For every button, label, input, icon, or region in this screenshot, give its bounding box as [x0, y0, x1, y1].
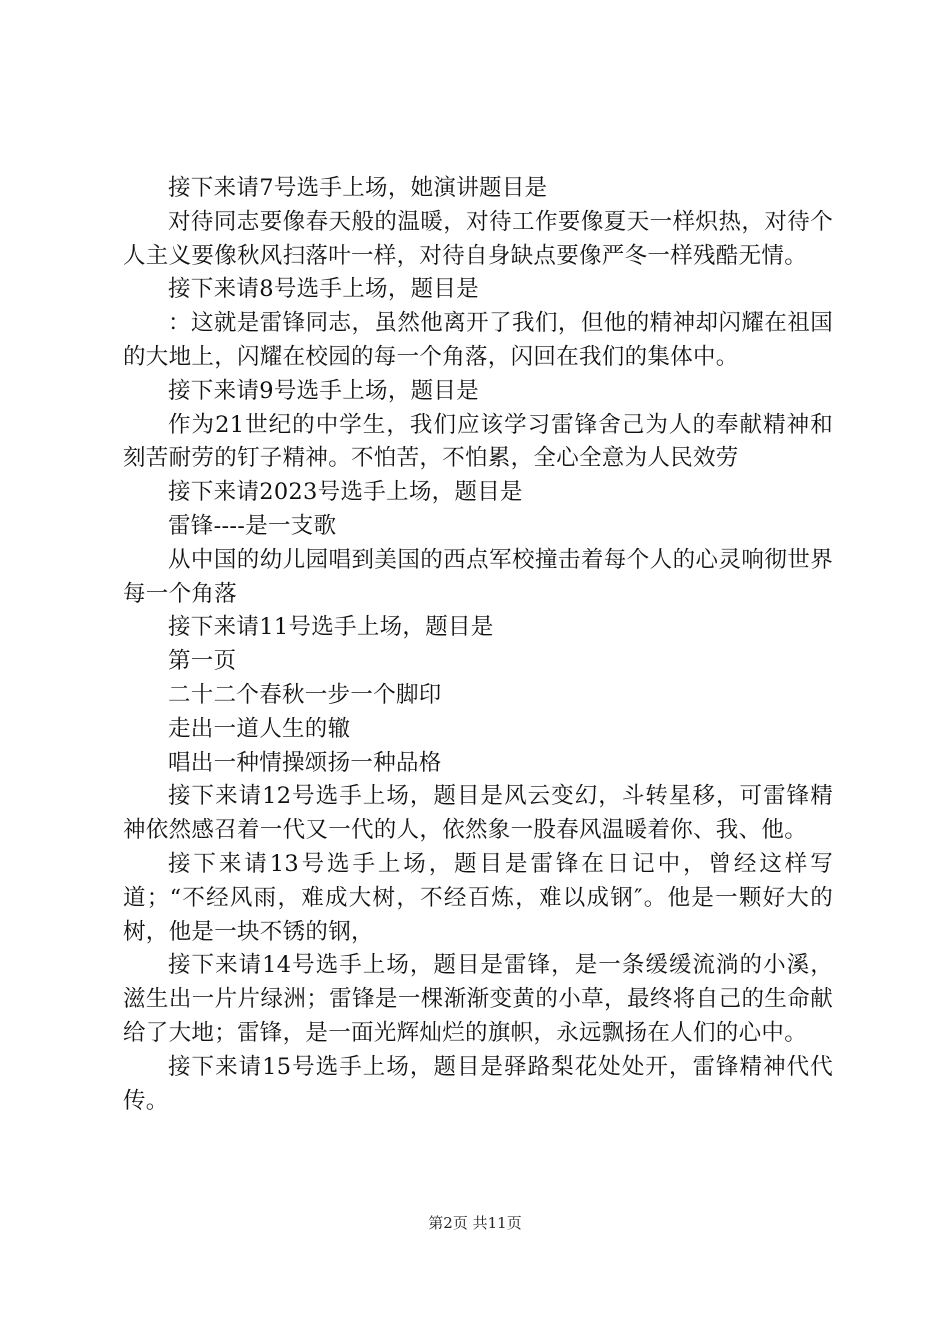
paragraph: 接下来请15号选手上场，题目是驿路梨花处处开，雷锋精神代代传。 [123, 1053, 833, 1114]
paragraph: 走出一道人生的辙 [168, 715, 351, 742]
page-number-footer: 第2页 共11页 [428, 1214, 522, 1232]
paragraph: 接下来请12号选手上场，题目是风云变幻，斗转星移，可雷锋精神依然感召着一代又一代的人，依然象一股春风温暖着你、我、他。 [123, 783, 833, 844]
paragraph: 接下来请7号选手上场，她演讲题目是 [168, 175, 548, 201]
paragraph: 接下来请14号选手上场，题目是雷锋，是一条缓缓流淌的小溪，滋生出一片片绿洲；雷锋是一棵渐渐变黄的小草，最终将自己的生命献给了大地；雷锋，是一面光辉灿烂的旗帜，永远飘扬在人们的心中。 [123, 952, 833, 1046]
paragraph: 第一页 [168, 648, 237, 675]
paragraph: 从中国的幼儿园唱到美国的西点军校撞击着每个人的心灵响彻世界每一个角落 [123, 546, 833, 607]
paragraph: 二十二个春秋一步一个脚印 [168, 681, 442, 708]
paragraph: 接下来请8号选手上场，题目是 [168, 276, 480, 303]
document-body [123, 172, 833, 1118]
paragraph: 唱出一种情操颂扬一种品格 [168, 749, 442, 776]
paragraph: 雷锋----是一支歌 [168, 512, 337, 539]
paragraph: 作为21世纪的中学生，我们应该学习雷锋舍己为人的奉献精神和刻苦耐劳的钉子精神。不怕苦，不怕累，全心全意为人民效劳 [123, 411, 833, 472]
paragraph: ：这就是雷锋同志，虽然他离开了我们，但他的精神却闪耀在祖国的大地上，闪耀在校园的每一个角落，闪回在我们的集体中。 [123, 310, 833, 370]
paragraph: 接下来请2023号选手上场，题目是 [168, 479, 523, 506]
paragraph: 接下来请9号选手上场，题目是 [168, 377, 480, 404]
paragraph: 接下来请11号选手上场，题目是 [168, 614, 494, 641]
paragraph: 接下来请13号选手上场，题目是雷锋在日记中，曾经这样写道；“不经风雨，难成大树，不经百炼，难以成钢″。他是一颗好大的树，他是一块不锈的钢， [123, 850, 833, 945]
paragraph: 对待同志要像春天般的温暖，对待工作要像夏天一样炽热，对待个人主义要像秋风扫落叶一样，对待自身缺点要像严冬一样残酷无情。 [123, 208, 833, 269]
